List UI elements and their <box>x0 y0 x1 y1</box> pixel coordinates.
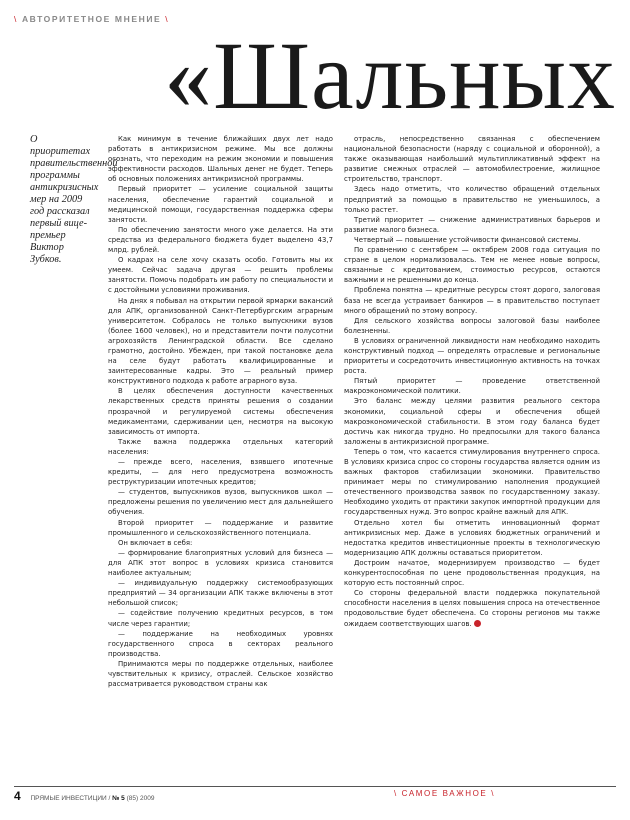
paragraph-text: В целях обеспечения доступности качественных лекарственных средств приняты решения о создании прозрачной и регулируемой системы обеспечения медикаментами, сдерживании цен, несмотря на высокую зависимость от импорта. <box>108 387 333 436</box>
paragraph <box>344 396 600 446</box>
paragraph <box>108 296 333 387</box>
paragraph-text: По обеспечению занятости много уже делается. На эти средства из федерального бюджета будет выделено 43,7 млрд. рублей. <box>108 225 333 255</box>
paragraph <box>108 255 333 295</box>
paragraph <box>108 225 333 255</box>
footer-section: \ САМОЕ ВАЖНОЕ \ <box>394 789 496 798</box>
magazine-name: ПРЯМЫЕ ИНВЕСТИЦИИ <box>30 795 107 802</box>
paragraph <box>108 184 333 224</box>
paragraph-text: Он включает в себя: <box>118 538 193 547</box>
paragraph <box>344 316 600 336</box>
paragraph <box>108 518 333 538</box>
paragraph <box>344 376 600 396</box>
paragraph-text: Для сельского хозяйства вопросы залоговой базы наиболее болезненны. <box>344 316 600 335</box>
rubric-slash-right: \ <box>161 14 170 24</box>
rubric-label: АВТОРИТЕТНОЕ МНЕНИЕ <box>21 14 162 24</box>
paragraph-text: — индивидуальную поддержку системообразующих предприятий — 34 организации АПК также включены в этот небольшой список; <box>108 579 333 608</box>
paragraph-text: Второй приоритет — поддержание и развитие промышленного и сельскохозяйственного потенциала. <box>108 518 333 537</box>
paragraph-text: Первый приоритет — усиление социальной защиты населения, обеспечение гарантий социальной и медицинской помощи, государственная поддержка сферы занятости. <box>108 185 333 224</box>
paragraph-text: Пятый приоритет — проведение ответственной макроэкономической политики. <box>344 377 600 396</box>
paragraph <box>344 285 600 315</box>
paragraph <box>108 437 333 457</box>
paragraph <box>344 215 600 235</box>
text-column-1 <box>108 134 333 689</box>
paragraph-text: Проблема понятна — кредитные ресурсы стоят дорого, залоговая база не всегда устраивает банкиров — в правительство поступает много обращений по этому вопросу. <box>344 286 600 315</box>
page-number: 4 <box>14 789 21 803</box>
paragraph <box>344 518 600 558</box>
section-rubric <box>14 14 169 24</box>
paragraph-text: Это баланс между целями развития реального сектора экономики, социальной сферы и обеспечения общей макроэкономической стабильности. В этом году баланса будет достичь как никогда трудно. Но предпосылки для такого баланса заложены в антикризисной программе. <box>344 397 600 446</box>
paragraph-text: — содействие получению кредитных ресурсов, в том числе через гарантии; <box>108 609 333 628</box>
footer-info: 4 ПРЯМЫЕ ИНВЕСТИЦИИ / № 5 (85) 2009 <box>14 789 155 803</box>
paragraph <box>344 558 600 588</box>
paragraph-text: Отдельно хотел бы отметить инновационный формат антикризисных мер. Даже в условиях бюджетных ограничений и недостатка кредитов инвестиционные проекты в технологическую модернизацию АПК должны оставаться приоритетом. <box>344 518 600 557</box>
rubric-slash-left: \ <box>14 14 22 24</box>
paragraph <box>108 629 333 659</box>
footer-section-label: САМОЕ ВАЖНОЕ <box>401 789 488 798</box>
paragraph <box>344 447 600 518</box>
issue-number: № 5 <box>112 795 125 802</box>
paragraph-text: Со стороны федеральной власти поддержка покупательной способности населения в целях повышения спроса на отечественное продовольствие будет обеспечена. Со стороны регионов мы также ожидаем соответствующих шагов. <box>344 589 600 628</box>
paragraph-text: отрасль, непосредственно связанная с обеспечением национальной безопасности (наряду с социальной и оборонной), а также оказывающая наибольший мультипликативный эффект на развитие смежных отраслей — автомобилестроение, жилищное строительство, транспорт. <box>344 135 600 184</box>
paragraph-text: — поддержание на необходимых уровнях государственного спроса в секторах реального производства. <box>108 629 333 658</box>
text-column-2 <box>344 134 600 629</box>
paragraph-text: — студентов, выпускников вузов, выпускников школ — предложены решения по увеличению мест для дальнейшего обучения. <box>108 488 334 517</box>
lead-paragraph: О приоритетах правительственной программы антикризисных мер на 2009 год рассказал первый вице-премьер Виктор Зубков. <box>30 134 118 265</box>
footer-rule <box>14 786 616 787</box>
issue-detail: (85) 2009 <box>126 795 155 802</box>
paragraph <box>344 588 600 628</box>
paragraph-text: В условиях ограниченной ликвидности нам необходимо находить конструктивный подход — определять отраслевые и региональные приоритеты и сосредоточить инвестиционную активность на точках роста. <box>344 336 600 376</box>
paragraph <box>108 134 333 184</box>
paragraph <box>108 608 333 628</box>
paragraph-text: О кадрах на селе хочу сказать особо. Готовить мы их умеем. Сейчас задача другая — решить проблемы занятости. Помочь подобрать им работу по специальности и с достойными условиями проживания. <box>108 256 333 295</box>
end-mark-icon <box>474 620 481 627</box>
paragraph-text: Как минимум в течение ближайших двух лет надо работать в антикризисном режиме. Мы все должны осознать, что переходим на режим экономии и повышения эффективности расходов. Шальных денег не будет. Теперь об основных положениях антикризисной программы. <box>108 135 333 184</box>
paragraph <box>108 386 333 436</box>
paragraph <box>344 245 600 285</box>
paragraph-text: — прежде всего, населения, взявшего ипотечные кредиты, — для него предусмотрена возможность реструктуризации ипотечных кредитов; <box>108 458 333 487</box>
paragraph <box>344 134 600 184</box>
paragraph-text: Теперь о том, что касается стимулирования внутреннего спроса. В условиях кризиса спрос со стороны государства является одним из важных факторов стабилизации экономики. Правительство принимает меры по стимулированию наполнения продукцией отечественного производства заявок по государственному заказу. Необходимо уходить от практики закупок импортной продукции для государственных нужд. Это вопрос крайне важный для АПК. <box>344 447 600 517</box>
paragraph <box>108 457 333 487</box>
paragraph <box>108 659 333 689</box>
paragraph-text: Принимаются меры по поддержке отдельных, наиболее чувствительных к кризису, отраслей. Сельское хозяйство рассматривается руководством страны как <box>108 659 333 689</box>
paragraph-text: Третий приоритет — снижение административных барьеров и развитие малого бизнеса. <box>344 215 600 234</box>
paragraph <box>344 184 600 214</box>
paragraph-text: По сравнению с сентябрем — октябрем 2008 года ситуация по стране в целом нормализовалась. Тем не менее новые вопросы, связанные с кредитованием, стоимостью ресурсов, остаются важными и не решенными до конца. <box>344 246 600 285</box>
paragraph-text: Также важна поддержка отдельных категорий населения: <box>108 437 333 456</box>
paragraph <box>108 578 333 608</box>
paragraph-text: Достроим начатое, модернизируем производство — будет конкурентоспособная по цене продовольственная продукция, на которую есть постоянный спрос. <box>344 558 600 588</box>
paragraph <box>344 235 600 245</box>
article-headline: «Шальных <box>164 22 616 129</box>
paragraph <box>108 487 333 517</box>
paragraph-text: Четвертый — повышение устойчивости финансовой системы. <box>354 235 581 244</box>
paragraph <box>344 336 600 376</box>
paragraph <box>108 538 333 548</box>
paragraph-text: — формирование благоприятных условий для бизнеса — для АПК этот вопрос в условиях кризиса становится наиболее актуальным; <box>108 548 333 578</box>
paragraph-text: На днях я побывал на открытии первой ярмарки вакансий для АПК, организованной Санкт-Петербургским аграрным университетом. Собралось не только выпускники вузов (более 1600 человек), но и представители почти полусотни агрохозяйств Ленинградской области. Все сделано грамотно, достойно. Убежден, при такой постановке дела на селе будут работать квалифицированные и заинтересованные кадры. Это — реальный пример конструктивного подхода к работе аграрного вуза. <box>108 296 333 386</box>
paragraph <box>108 548 333 578</box>
paragraph-text: Здесь надо отметить, что количество обращений отдельных предприятий за помощью в правительство не уменьшилось, а только растет. <box>344 185 600 214</box>
